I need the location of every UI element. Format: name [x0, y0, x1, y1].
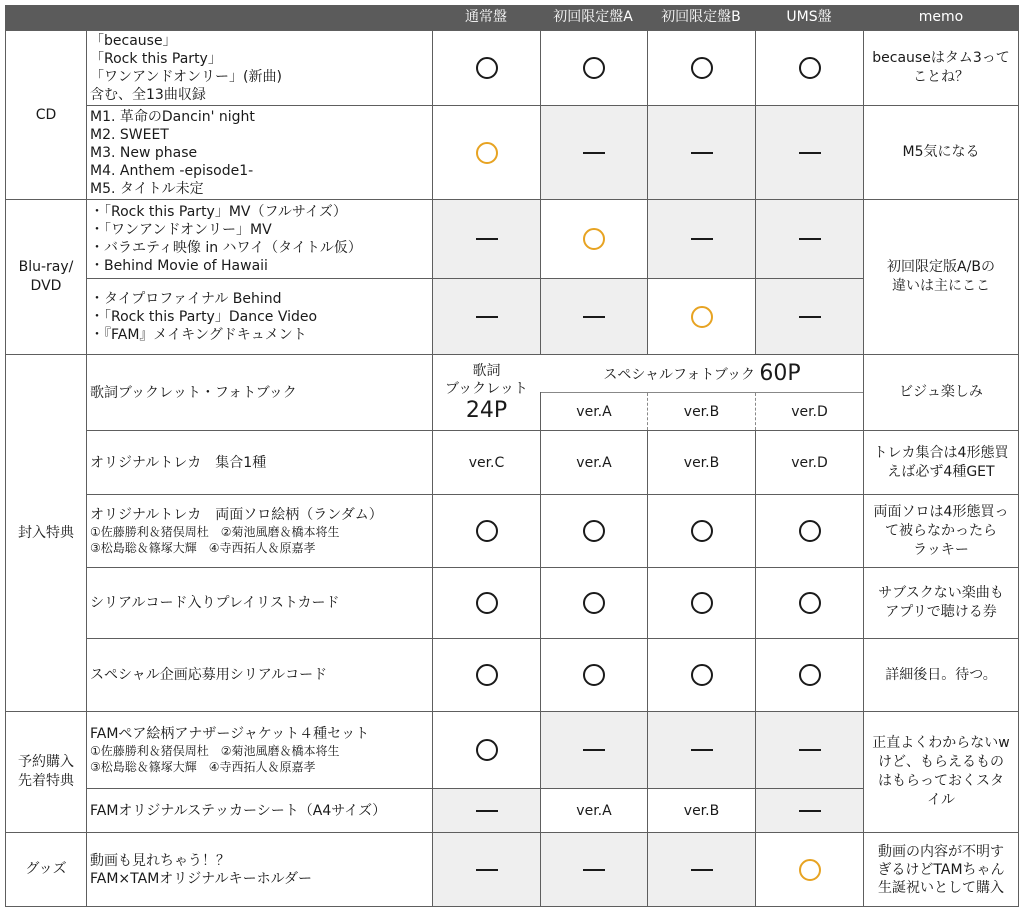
memo-tk1: ビジュ楽しみ: [899, 384, 983, 400]
dash-mark: [799, 238, 821, 240]
version-cell: ver.D: [791, 454, 828, 471]
col-header-tsujo: 通常盤: [465, 9, 507, 25]
circle-mark: [476, 592, 498, 614]
row-desc-yk1: FAMペア絵柄アナザージャケット４種セット ①佐藤勝利＆猪俣周杜 ②菊池風磨＆橋本将生 ③松島聡＆篠塚大輝 ④寺西拓人＆原嘉孝: [90, 726, 370, 774]
row-desc-cd2: M1. 革命のDancin' night M2. SWEET M3. New phase M4. Anthem -episode1- M5. タイトル未定: [90, 108, 255, 197]
dash-mark: [691, 749, 713, 751]
mark-cell: [756, 200, 863, 278]
dash-mark: [799, 316, 821, 318]
version-cell: ver.C: [468, 454, 505, 471]
dash-mark: [691, 238, 713, 240]
orange-circle-mark: [691, 306, 713, 328]
mark-cell: [648, 568, 755, 638]
col-header-ums: UMS盤: [786, 9, 832, 25]
memo-bluray: 初回限定版A/Bの 違いは主にここ: [887, 259, 995, 294]
mark-cell: [756, 639, 863, 711]
table-header: [5, 5, 1019, 30]
mark-cell: [541, 495, 647, 567]
mark-cell: [756, 789, 863, 832]
mark-cell: [433, 833, 540, 906]
category-goods: グッズ: [25, 861, 67, 877]
mark-cell: [433, 495, 540, 567]
circle-mark: [583, 592, 605, 614]
circle-mark: [583, 520, 605, 542]
col-header-memo: memo: [918, 9, 964, 25]
circle-mark: [691, 664, 713, 686]
row-desc-tk4: シリアルコード入りプレイリストカード: [90, 595, 340, 611]
circle-mark: [799, 57, 821, 79]
version-cell: ver.D: [791, 403, 828, 420]
mark-cell: [433, 712, 540, 788]
orange-circle-mark: [583, 228, 605, 250]
version-cell: ver.A: [576, 802, 612, 819]
circle-mark: [799, 592, 821, 614]
mark-cell: [433, 279, 540, 354]
mark-cell: [433, 200, 540, 278]
dash-mark: [799, 810, 821, 812]
mark-cell: [541, 279, 647, 354]
mark-cell: [541, 712, 647, 788]
category-bluray: Blu-ray/ DVD: [18, 259, 74, 294]
mark-cell: [433, 568, 540, 638]
circle-mark: [583, 57, 605, 79]
circle-mark: [583, 664, 605, 686]
circle-mark: [476, 739, 498, 761]
mark-cell: [433, 789, 540, 832]
memo-cd2: M5気になる: [902, 144, 980, 160]
mark-cell: [433, 106, 540, 199]
mark-cell: [541, 31, 647, 105]
mark-cell: [756, 568, 863, 638]
mark-cell: [756, 712, 863, 788]
version-cell: ver.B: [683, 802, 720, 819]
orange-circle-mark: [799, 859, 821, 881]
category-yoyaku: 予約購入 先着特典: [18, 754, 74, 789]
memo-tk5: 詳細後日。待つ。: [885, 666, 997, 683]
mark-cell: [541, 833, 647, 906]
mark-cell: [433, 639, 540, 711]
circle-mark: [476, 520, 498, 542]
mark-cell: [648, 712, 755, 788]
mark-cell: [756, 833, 863, 906]
memo-tk3: 両面ソロは4形態買っ て被らなかったら ラッキー: [873, 503, 1009, 558]
dash-mark: [476, 238, 498, 240]
circle-mark: [476, 57, 498, 79]
row-desc-yk2: FAMオリジナルステッカーシート（A4サイズ）: [90, 802, 387, 819]
row-desc-bd2: ・タイプロファイナル Behind ・「Rock this Party」Dance Video ・『FAM』メイキングドキュメント: [90, 290, 318, 343]
mark-cell: [648, 106, 755, 199]
version-cell: ver.A: [576, 454, 612, 471]
mark-cell: [541, 568, 647, 638]
mark-cell: [541, 639, 647, 711]
row-desc-tk5: スペシャル企画応募用シリアルコード: [90, 667, 328, 683]
mark-cell: [648, 31, 755, 105]
col-header-b: 初回限定盤B: [661, 9, 741, 25]
memo-tk4: サブスクない楽曲も アプリで聴ける券: [878, 585, 1004, 620]
mark-cell: [756, 31, 863, 105]
circle-mark: [691, 57, 713, 79]
category-cd: CD: [35, 106, 57, 123]
dash-mark: [583, 316, 605, 318]
version-cell: ver.A: [576, 403, 612, 420]
row-desc-gd1: 動画も見れちゃう！？ FAM×TAMオリジナルキーホルダー: [90, 852, 313, 887]
memo-tk2: トレカ集合は4形態買 えば必ず4種GET: [873, 444, 1009, 480]
mark-cell: [541, 200, 647, 278]
memo-cd1: becauseはタム3って ことね？: [872, 50, 1010, 85]
dash-mark: [799, 749, 821, 751]
photobook-header: スペシャルフォトブック 60P: [603, 361, 801, 386]
booklet-cell: 歌詞 ブックレット 24P: [445, 362, 528, 423]
mark-cell: [648, 200, 755, 278]
circle-mark: [799, 664, 821, 686]
row-desc-tk1: 歌詞ブックレット・フォトブック: [90, 384, 297, 401]
circle-mark: [691, 592, 713, 614]
mark-cell: [541, 106, 647, 199]
dash-mark: [476, 810, 498, 812]
dash-mark: [583, 749, 605, 751]
version-cell: ver.B: [683, 454, 720, 471]
mark-cell: [648, 279, 755, 354]
dash-mark: [691, 152, 713, 154]
mark-cell: [648, 495, 755, 567]
col-header-a: 初回限定盤A: [553, 9, 633, 25]
circle-mark: [691, 520, 713, 542]
dash-mark: [691, 869, 713, 871]
dash-mark: [476, 316, 498, 318]
row-desc-tk3: オリジナルトレカ 両面ソロ絵柄（ランダム） ①佐藤勝利＆猪俣周杜 ②菊池風磨＆橋本将生 ③松島聡＆篠塚大輝 ④寺西拓人＆原嘉孝: [90, 507, 383, 555]
dash-mark: [476, 869, 498, 871]
mark-cell: [433, 31, 540, 105]
dash-mark: [799, 152, 821, 154]
category-tokuten: 封入特典: [18, 524, 74, 541]
row-desc-cd1: 「because」 「Rock this Party」 「ワンアンドオンリー」(新曲) 含む、全13曲収録: [90, 33, 282, 103]
row-desc-tk2: オリジナルトレカ 集合1種: [90, 454, 267, 471]
mark-cell: [756, 495, 863, 567]
orange-circle-mark: [476, 142, 498, 164]
version-cell: ver.B: [683, 403, 720, 420]
mark-cell: [756, 279, 863, 354]
dash-mark: [583, 869, 605, 871]
circle-mark: [476, 664, 498, 686]
mark-cell: [648, 833, 755, 906]
row-desc-bd1: ・「Rock this Party」MV（フルサイズ） ・「ワンアンドオンリー」MV ・バラエティ映像 in ハワイ（タイトル仮） ・Behind Movie of Hawaii: [90, 204, 362, 274]
mark-cell: [648, 639, 755, 711]
memo-yoyaku: 正直よくわからないw けど、もらえるもの はもらっておくスタ イル: [872, 735, 1010, 808]
dash-mark: [583, 152, 605, 154]
circle-mark: [799, 520, 821, 542]
mark-cell: [756, 106, 863, 199]
memo-goods: 動画の内容が不明す ぎるけどTAMちゃん 生誕祝いとして購入: [877, 843, 1005, 896]
